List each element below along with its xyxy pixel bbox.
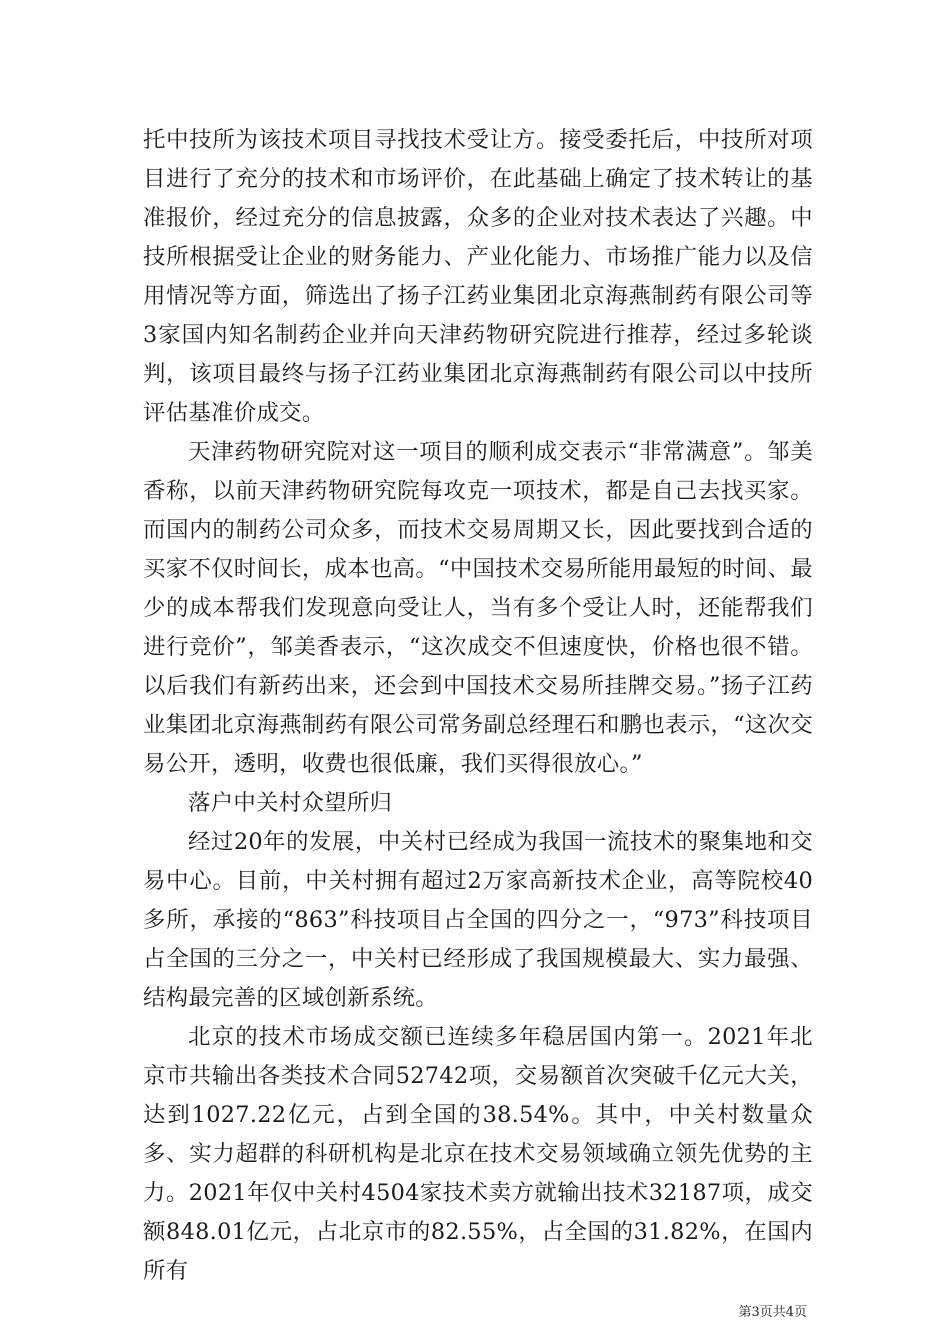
document-body: [143, 121, 813, 1291]
section-heading: 落户中关村众望所归: [188, 790, 393, 816]
paragraph-3: 经过20年的发展，中关村已经成为我国一流技术的聚集地和交易中心。目前，中关村拥有超过2万家高新技术企业，高等院校40多所，承接的“863”科技项目占全国的四分之一，“973”科技项目占全国的三分之一，中关村已经形成了我国规模最大、实力最强、结构最完善的区域创新系统。: [143, 829, 813, 1011]
paragraph-4: 北京的技术市场成交额已连续多年稳居国内第一。2021年北京市共输出各类技术合同52742项，交易额首次突破千亿元大关，达到1027.22亿元，占到全国的38.54%。其中，中关村数量众多、实力超群的科研机构是北京在技术交易领域确立领先优势的主力。2021年仅中关村4504家技术卖方就输出技术32187项，成交额848.01亿元，占北京市的82.55%，占全国的31.82%，在国内所有: [143, 1024, 813, 1284]
page-footer: 第3页共4页: [738, 1305, 807, 1320]
paragraph-1: 托中技所为该技术项目寻找技术受让方。接受委托后，中技所对项目进行了充分的技术和市场评价，在此基础上确定了技术转让的基准报价，经过充分的信息披露，众多的企业对技术表达了兴趣。中技所根据受让企业的财务能力、产业化能力、市场推广能力以及信用情况等方面，筛选出了扬子江药业集团北京海燕制药有限公司等3家国内知名制药企业并向天津药物研究院进行推荐，经过多轮谈判，该项目最终与扬子江药业集团北京海燕制药有限公司以中技所评估基准价成交。: [143, 127, 813, 426]
paragraph-2: 天津药物研究院对这一项目的顺利成交表示“非常满意”。邹美香称，以前天津药物研究院每攻克一项技术，都是自己去找买家。而国内的制药公司众多，而技术交易周期又长，因此要找到合适的买家不仅时间长，成本也高。“中国技术交易所能用最短的时间、最少的成本帮我们发现意向受让人，当有多个受让人时，还能帮我们进行竞价”，邹美香表示，“这次成交不但速度快，价格也很不错。以后我们有新药出来，还会到中国技术交易所挂牌交易。”扬子江药业集团北京海燕制药有限公司常务副总经理石和鹏也表示，“这次交易公开，透明，收费也很低廉，我们买得很放心。”: [143, 439, 813, 777]
